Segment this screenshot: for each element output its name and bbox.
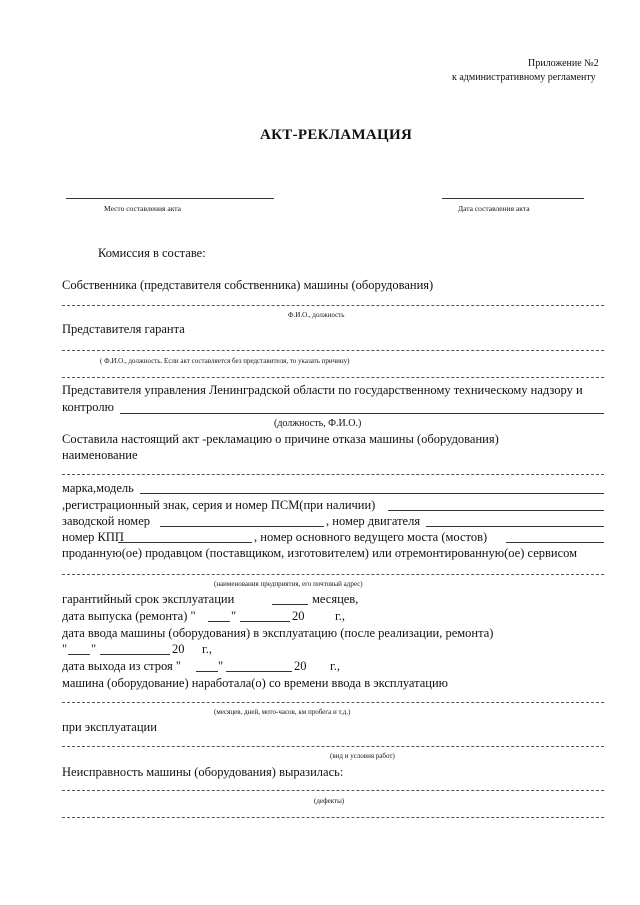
warranty-suffix: месяцев, bbox=[312, 592, 359, 606]
owner-line[interactable] bbox=[62, 305, 604, 306]
release-day-line[interactable] bbox=[208, 621, 230, 622]
gearbox-label: номер КПП bbox=[62, 530, 124, 544]
owner-label: Собственника (представителя собственника) машины (оборудования) bbox=[62, 278, 434, 292]
usage-caption: (вид и условия работ) bbox=[330, 752, 395, 760]
release-label: дата выпуска (ремонта) " bbox=[62, 609, 196, 623]
warranty-line[interactable] bbox=[272, 604, 308, 605]
serial-label: заводской номер bbox=[62, 514, 151, 528]
failure-suffix: г., bbox=[330, 659, 340, 673]
serial-line[interactable] bbox=[160, 526, 324, 527]
engine-label: , номер двигателя bbox=[326, 514, 421, 528]
sold-line[interactable] bbox=[62, 574, 604, 575]
commissioning-suffix: г., bbox=[202, 642, 212, 656]
guarantor-label: Представителя гаранта bbox=[62, 322, 185, 336]
malfunction-line-2[interactable] bbox=[62, 817, 604, 818]
failure-year-prefix: 20 bbox=[294, 659, 307, 673]
commissioning-day-line[interactable] bbox=[68, 654, 90, 655]
malfunction-label: Неисправность машины (оборудования) выразилась: bbox=[62, 765, 344, 779]
commissioning-quote-close: " bbox=[91, 642, 97, 656]
failure-month-line[interactable] bbox=[226, 671, 292, 672]
engine-line[interactable] bbox=[426, 526, 604, 527]
name-line[interactable] bbox=[62, 474, 604, 475]
gearbox-line[interactable] bbox=[118, 542, 252, 543]
malfunction-caption: (дефекты) bbox=[314, 797, 345, 805]
authority-caption: (должность, Ф.И.О.) bbox=[274, 418, 362, 429]
operating-caption: (месяцев, дней, мото-часов, км пробега и т.д.) bbox=[214, 708, 351, 716]
axle-line[interactable] bbox=[506, 542, 604, 543]
axle-label: , номер основного ведущего моста (мостов) bbox=[254, 530, 488, 544]
warranty-label: гарантийный срок эксплуатации bbox=[62, 592, 235, 606]
failure-quote: " bbox=[218, 659, 224, 673]
operating-line[interactable] bbox=[62, 702, 604, 703]
date-line[interactable] bbox=[442, 198, 584, 199]
document-title: АКТ-РЕКЛАМАЦИЯ bbox=[260, 127, 413, 143]
release-month-line[interactable] bbox=[240, 621, 290, 622]
brand-line[interactable] bbox=[140, 493, 604, 494]
commissioning-month-line[interactable] bbox=[100, 654, 170, 655]
commission-label: Комиссия в составе: bbox=[98, 246, 206, 260]
commissioning-year-prefix: 20 bbox=[172, 642, 185, 656]
place-caption: Место составления акта bbox=[104, 204, 181, 213]
registration-line[interactable] bbox=[388, 510, 604, 511]
authority-line-2: контролю bbox=[62, 400, 114, 414]
registration-label: ,регистрационный знак, серия и номер ПСМ(при наличии) bbox=[62, 498, 376, 512]
commissioning-label: дата ввода машины (оборудования) в эксплуатацию (после реализации, ремонта) bbox=[62, 626, 494, 640]
malfunction-line[interactable] bbox=[62, 790, 604, 791]
guarantor-line-2[interactable] bbox=[62, 377, 604, 378]
release-quote: " bbox=[231, 609, 237, 623]
brand-label: марка,модель bbox=[62, 481, 134, 495]
date-caption: Дата составления акта bbox=[458, 204, 530, 213]
authority-line-1: Представителя управления Ленинградской области по государственному техническому надзору и bbox=[62, 383, 583, 397]
commissioning-quote-open: " bbox=[62, 642, 68, 656]
failure-day-line[interactable] bbox=[196, 671, 218, 672]
appendix-line-2: к административному регламенту bbox=[452, 72, 596, 83]
appendix-line-1: Приложение №2 bbox=[528, 58, 599, 69]
guarantor-caption: ( Ф.И.О., должность. Если акт составляется без представителя, то указать причину) bbox=[100, 357, 350, 365]
statement-line-2: наименование bbox=[62, 448, 138, 462]
usage-label: при эксплуатации bbox=[62, 720, 157, 734]
failure-date-label: дата выхода из строя " bbox=[62, 659, 182, 673]
statement-line-1: Составила настоящий акт -рекламацию о причине отказа машины (оборудования) bbox=[62, 432, 499, 446]
operating-label: машина (оборудование) наработала(о) со времени ввода в эксплуатацию bbox=[62, 676, 449, 690]
authority-line[interactable] bbox=[120, 413, 604, 414]
usage-line[interactable] bbox=[62, 746, 604, 747]
sold-label: проданную(ое) продавцом (поставщиком, изготовителем) или отремонтированную(ое) сервисом bbox=[62, 546, 578, 560]
place-line[interactable] bbox=[66, 198, 274, 199]
sold-caption: (наименования предприятия, его почтовый адрес) bbox=[214, 580, 363, 588]
owner-caption: Ф.И.О., должность bbox=[288, 311, 345, 319]
release-year-prefix: 20 bbox=[292, 609, 305, 623]
release-suffix: г., bbox=[335, 609, 345, 623]
guarantor-line[interactable] bbox=[62, 350, 604, 351]
